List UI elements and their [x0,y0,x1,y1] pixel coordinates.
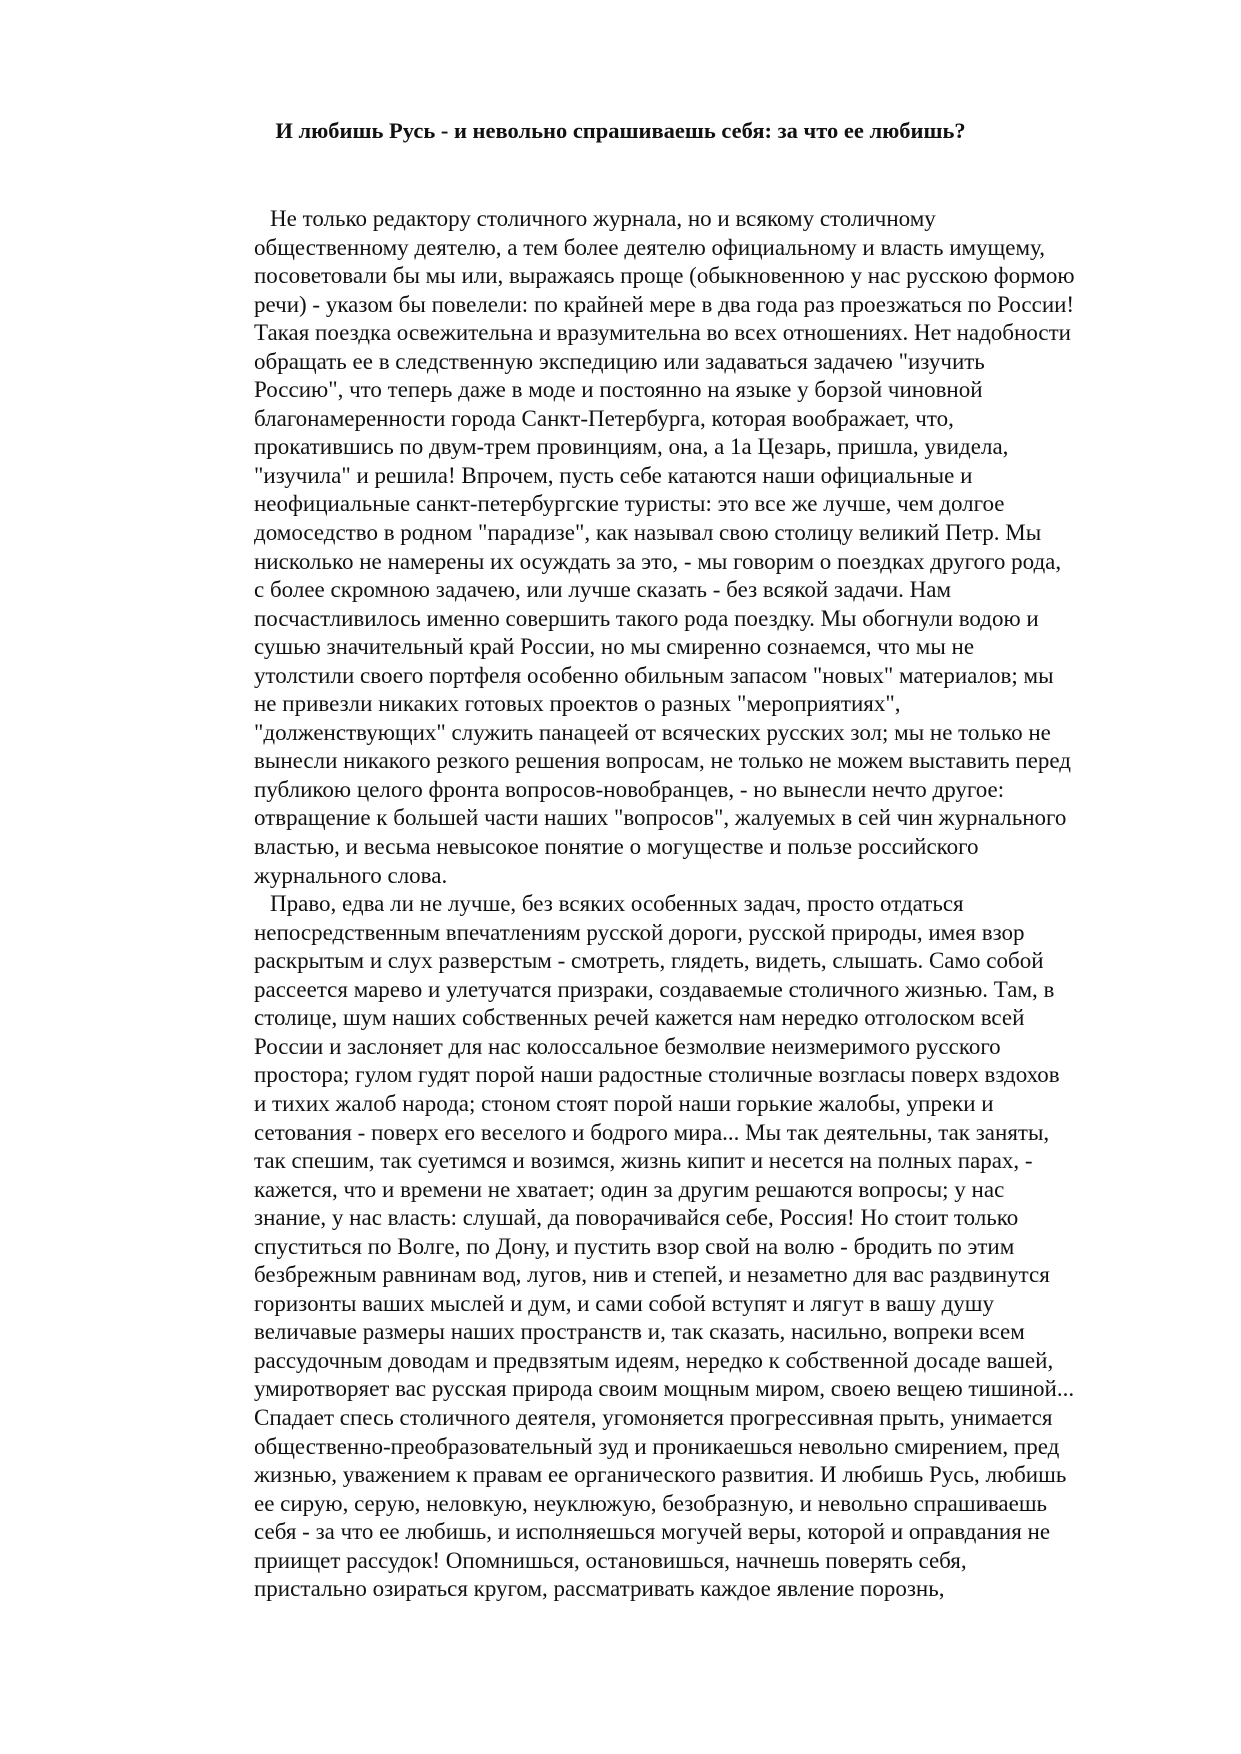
paragraph-line: Спадает спесь столичного деятеля, угомоняется прогрессивная прыть, унимается [254,1404,1053,1430]
paragraph-line: вынесли никакого резкого решения вопросам, не только не можем выставить перед [254,748,1071,774]
paragraph-line: спуститься по Волге, по Дону, и пустить взор свой на волю - бродить по этим [254,1233,1015,1259]
paragraph-line: Право, едва ли не лучше, без всяких особенных задач, просто отдаться [270,891,964,917]
paragraph-line: знание, у нас власть: слушай, да поворачивайся себе, Россия! Но стоит только [254,1205,1019,1231]
paragraph-line: общественному деятелю, а тем более деятелю официальному и власть имущему, [254,234,1045,260]
paragraph-line: раскрытым и слух разверстым - смотреть, глядеть, видеть, слышать. Само собой [254,948,1044,974]
paragraph-line: прокатившись по двум-трем провинциям, она, а 1а Цезарь, пришла, увидела, [254,434,1009,460]
paragraph-line: кажется, что и времени не хватает; один за другим решаются вопросы; у нас [254,1176,1005,1202]
paragraph-line: умиротворяет вас русская природа своим мощным миром, своею вещею тишиной... [254,1376,1075,1402]
paragraph-line: рассеется марево и улетучатся призраки, создаваемые столичного жизнью. Там, в [254,976,1055,1002]
paragraph-line: Россию", что теперь даже в моде и постоянно на языке у борзой чиновной [254,377,983,403]
paragraph-line: посоветовали бы мы или, выражаясь проще (обыкновенною у нас русскою формою [254,263,1075,289]
paragraph-line: величавые размеры наших пространств и, так сказать, насильно, вопреки всем [254,1319,1025,1345]
paragraph-line: утолстили своего портфеля особенно обильным запасом "новых" материалов; мы [254,662,1054,688]
paragraph-line: пристально озираться кругом, рассматривать каждое явление порознь, [254,1576,945,1602]
paragraph-line: посчастливилось именно совершить такого рода поездку. Мы обогнули водою и [254,605,1039,631]
paragraph-line: властью, и весьма невысокое понятие о могуществе и пользе российского [254,834,979,860]
paragraph-line: сушью значительный край России, но мы смиренно сознаемся, что мы не [254,634,975,660]
paragraph-line: отвращение к большей части наших "вопросов", жалуемых в сей чин журнального [254,805,1067,831]
paragraph-line: "изучила" и решила! Впрочем, пусть себе катаются наши официальные и [254,462,973,488]
paragraph-line: России и заслоняет для нас колоссальное безмолвие неизмеримого русского [254,1033,1001,1059]
paragraph-line: столице, шум наших собственных речей кажется нам нередко отголоском всей [254,1005,1025,1031]
paragraph-line: Такая поездка освежительна и вразумительна во всех отношениях. Нет надобности [254,320,1071,346]
paragraph-line: нисколько не намерены их осуждать за это, - мы говорим о поездках другого рода, [254,548,1062,574]
paragraph-line: общественно-преобразовательный зуд и проникаешься невольно смирением, пред [254,1433,1060,1459]
paragraph-line: безбрежным равнинам вод, лугов, нив и степей, и незаметно для вас раздвинутся [254,1262,1050,1288]
paragraph-line: ее сирую, серую, неловкую, неуклюжую, безобразную, и невольно спрашиваешь [254,1490,1048,1516]
document-body [254,205,1154,1604]
paragraph-line: благонамеренности города Санкт-Петербурга, которая воображает, что, [254,405,954,431]
paragraph-line: рассудочным доводам и предвзятым идеям, нередко к собственной досаде вашей, [254,1347,1054,1373]
paragraph-line: приищет рассудок! Опомнишься, остановишься, начнешь поверять себя, [254,1547,967,1573]
paragraph-line: сетования - поверх его веселого и бодрого мира... Мы так деятельны, так заняты, [254,1119,1050,1145]
paragraph-line: речи) - указом бы повелели: по крайней мере в два года раз проезжаться по России! [254,291,1075,317]
paragraph-line: обращать ее в следственную экспедицию или задаваться задачею "изучить [254,348,985,374]
paragraph-line: так спешим, так суетимся и возимся, жизнь кипит и несется на полных парах, - [254,1148,1033,1174]
document-title: И любишь Русь - и невольно спрашиваешь себя: за что ее любишь? [275,118,966,143]
paragraph-line: жизнью, уважением к правам ее органического развития. И любишь Русь, любишь [254,1462,1067,1488]
paragraph-line: Не только редактору столичного журнала, но и всякому столичному [270,206,936,231]
paragraph-line: и тихих жалоб народа; стоном стоят порой наши горькие жалобы, упреки и [254,1090,994,1116]
paragraph-line: горизонты ваших мыслей и дум, и сами собой вступят и лягут в вашу душу [254,1290,994,1316]
paragraph-line: журнального слова. [254,862,448,888]
paragraph-line: себя - за что ее любишь, и исполняешься могучей веры, которой и оправдания не [254,1519,1051,1545]
paragraph-line: непосредственным впечатлениям русской дороги, русской природы, имея взор [254,919,1025,945]
paragraph-line: домоседство в родном "парадизе", как называл свою столицу великий Петр. Мы [254,520,1042,546]
paragraph-line: простора; гулом гудят порой наши радостные столичные возгласы поверх вздохов [254,1062,1060,1088]
paragraph-line: публикою целого фронта вопросов-новобранцев, - но вынесли нечто другое: [254,776,1005,802]
paragraph-line: не привезли никаких готовых проектов о разных "мероприятиях", [254,691,901,717]
paragraph-line: неофициальные санкт-петербургские туристы: это все же лучше, чем долгое [254,491,1005,517]
paragraph-line: с более скромною задачею, или лучше сказать - без всякой задачи. Нам [254,577,952,603]
paragraph-line: "долженствующих" служить панацеей от всяческих русских зол; мы не только не [254,719,1051,745]
